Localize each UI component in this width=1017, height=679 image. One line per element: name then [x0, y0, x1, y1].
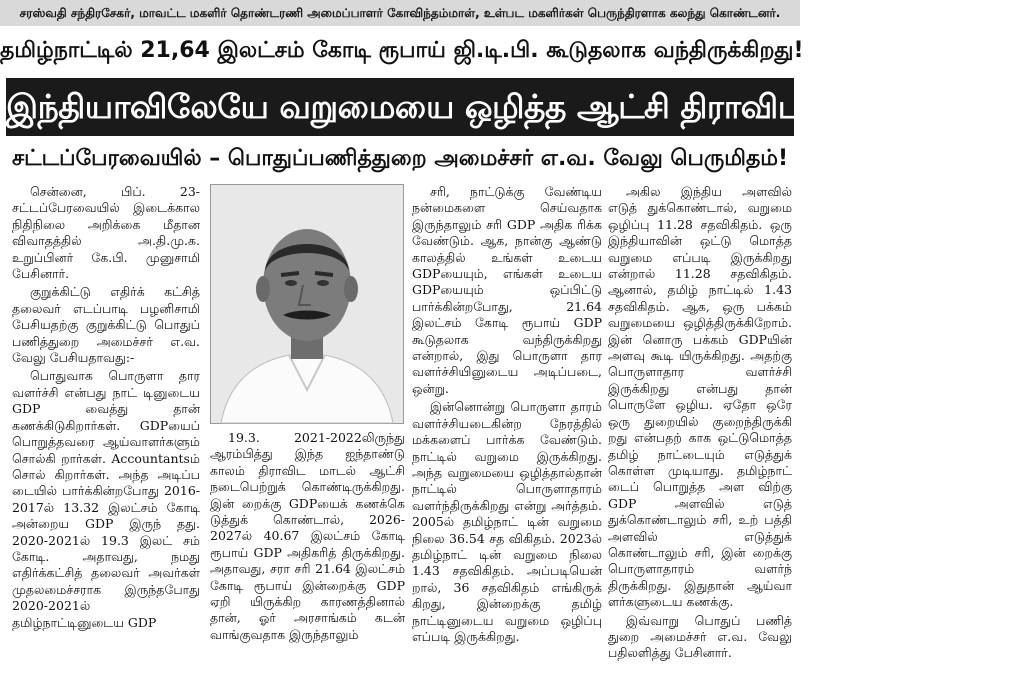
paragraph: குறுக்கிட்டு எதிர்க் கட்சித் தலைவர் எடப்பாடி பழனிசாமி பேசியதற்கு குறுக்கிட்டு பொதுப் பணித்துறை அமைச்சர் எ.வ. வேலு பேசியதாவது:-	[12, 284, 200, 366]
subheadline: தமிழ்நாட்டில் 21,64 இலட்சம் கோடி ரூபாய் ஜி.டி.பி. கூடுதலாக வந்திருக்கிறது!	[0, 38, 804, 63]
article-column-1	[12, 184, 200, 674]
headline-banner: இந்தியாவிலேயே வறுமையை ஒழித்த ஆட்சி திராவிடமாடல் ஆட்சி!	[6, 78, 794, 136]
minister-photo	[210, 184, 404, 424]
paragraph: இன்னொன்று பொருளா தாரம் வளர்ச்சியடைகின்ற நேரத்தில் மக்களைப் பார்க்க வேண்டும். நாட்டில் வறுமை இருக்கிறது. அந்த வறுமையை ஒழித்தால்தான் நாட்டில் பொருளாதாரம் வளர்ந்திருக்கிறது என்று அர்த்தம். 2005ல் தமிழ்நாட் டின் வறுமை நிலை 36.54 சத விகிதம். 2023ல் தமிழ்நாட் டின் வறுமை நிலை 1.43 சதவிகிதம். அப்படியென் றால், 36 சதவிகிதம் எங்கிருக் கிறது, இன்றைக்கு தமிழ் நாட்டினுடைய வறுமை ஒழிப்பு எப்படி இருக்கிறது.	[412, 399, 602, 644]
paragraph: சென்னை, பிப். 23- சட்டப்பேரவையில் இடைக்கால நிதிநிலை அறிக்கை மீதான விவாதத்தில் அ.தி.மு.க. உறுப்பினர் கே.பி. முனுசாமி பேசினார்.	[12, 184, 200, 282]
paragraph: இவ்வாறு பொதுப் பணித் துறை அமைச்சர் எ.வ. வேலு பதிலளித்து பேசினார்.	[608, 612, 792, 661]
paragraph: சரி, நாட்டுக்கு வேண்டிய நன்மைகளை செய்வதாக இருந்தாலும் சரி GDP அதிக ரிக்க வேண்டும். ஆக, நான்கு ஆண்டு காலத்தில் உங்கள் உடைய GDPயையும், எங்கள் உடைய GDPயையும் ஒப்பிட்டு பார்க்கின்றபோது, 21.64 இலட்சம் கோடி ரூபாய் GDP கூடுதலாக வந்திருக்கிறது என்றால், இது பொருளா தார வளர்ச்சியினுடைய அடிப்படை, ஒன்று.	[412, 184, 602, 396]
top-caption-strip: சரஸ்வதி சந்திரசேகர், மாவட்ட மகளிர் தொண்டரணி அமைப்பாளர் கோவிந்தம்மாள், உள்பட மகளிர்கள் பெருந்திரளாக கலந்து கொண்டனர்.	[0, 0, 800, 26]
portrait-image	[211, 185, 403, 423]
article-column-4	[608, 184, 792, 674]
tagline: சட்டப்பேரவையில் – பொதுப்பணித்துறை அமைச்சர் எ.வ. வேலு பெருமிதம்!	[11, 146, 789, 171]
paragraph: பொதுவாக பொருளா தார வளர்ச்சி என்பது நாட் டினுடைய GDP வைத்து தான் கணக்கிடுகிறார்கள். GDPயைப் பொறுத்தவரை ஆய்வாளர்களும் சொல்கி றார்கள். Accountantsம் சொல் கிறார்கள். அந்த அடிப்ப டையில் பார்க்கின்றபோது 2016-2017ல் 13.32 இலட்சம் கோடி அன்றைய GDP இருந் தது. 2020-2021ல் 19.3 இலட் சம் கோடி. அதாவது, நமது எதிர்க்கட்சித் தலைவர் அவர்கள் முதலமைச்சராக இருந்தபோது 2020-2021ல் தமிழ்நாட்டினுடைய GDP	[12, 368, 200, 630]
article-column-2	[210, 430, 405, 674]
paragraph: அகில இந்திய அளவில் எடுத் துக்கொண்டால், வறுமை ஒழிப்பு 11.28 சதவிகிதம். ஒரு இந்தியாவின் ஒட்டு மொத்த வறுமை எப்படி இருக்கிறது என்றால் 11.28 சதவிகிதம். ஆனால், தமிழ் நாட்டில் 1.43 சதவிகிதம். ஆக, ஒரு பக்கம் வறுமையை ஒழித்திருக்கிறோம். இன் னொரு பக்கம் GDPயின் அளவு கூடி யிருக்கிறது. அதற்கு பொருளாதார வளர்ச்சி இருக்கிறது என்பது தான் பொருளே ஒழிய. ஏதோ ஒரே ஒரு துறையில் குறைந்திருக்கி றது என்பதற் காக ஒட்டுமொத்த தமிழ் நாட்டையும் எடுத்துக் கொள்ள முடியாது. தமிழ்நாட் டைப் பொறுத்த அள விற்கு GDP அளவில் எடுத் துக்கொண்டாலும் சரி, உற் பத்தி அளவில் எடுத்துக் கொண்டாலும் சரி, இன் றைக்கு பொருளாதாரம் வளர்ந் திருக்கிறது. இதுதான் ஆய்வா ளர்களுடைய கணக்கு.	[608, 184, 792, 610]
article-column-3	[412, 184, 602, 674]
paragraph: 19.3. 2021-2022லிருந்து ஆரம்பித்து இந்த ஐந்தாண்டு காலம் திராவிட மாடல் ஆட்சி நடைபெற்றுக் கொண்டிருக்கிறது. இன் றைக்கு GDPயைக் கணக்கெ டுத்துக் கொண்டால், 2026-2027ல் 40.67 இலட்சம் கோடி ரூபாய் GDP அதிகரித் திருக்கிறது. அதாவது, சரா சரி 21.64 இலட்சம் கோடி ரூபாய் இன்றைக்கு GDP ஏறி யிருக்கிற காரணத்தினால் தான், ஓர் அரசாங்கம் கடன் வாங்குவதாக இருந்தாலும்	[210, 430, 405, 642]
